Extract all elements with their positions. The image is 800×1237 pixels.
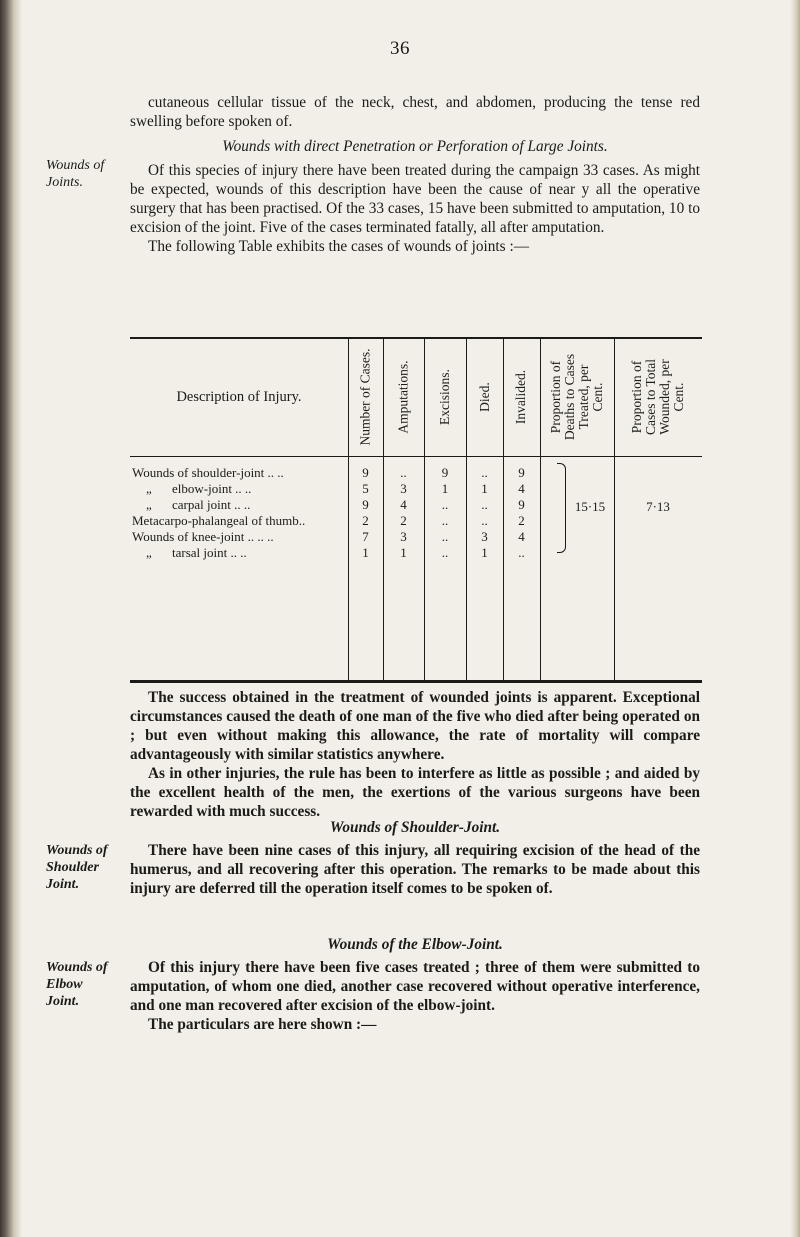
col-header-proportion-wounded	[614, 343, 702, 451]
margin-note-line: Joints.	[46, 175, 83, 190]
row-label-text: Wounds of shoulder-joint .. ..	[132, 465, 284, 480]
table-cell-cases: 7	[362, 529, 369, 544]
row-label-text: tarsal joint .. ..	[172, 545, 247, 560]
col-header-text: Proportion of Deaths to Cases Treated, per Cent.	[548, 353, 606, 441]
col-header-text: Amputations.	[395, 360, 411, 434]
table-cell-excisions: ..	[441, 513, 449, 528]
table-cell-died: 1	[481, 545, 488, 560]
table-cell-died: 1	[481, 481, 488, 496]
table-cell-amputations: 3	[400, 481, 407, 496]
table-row-label	[132, 465, 346, 481]
table-cell-invalided: 4	[518, 529, 525, 544]
section-heading-joints: Wounds with direct Penetration or Perforation of Large Joints.	[222, 138, 608, 155]
table-cell-invalided: 9	[518, 465, 525, 480]
table-cell-amputations: 3	[400, 529, 407, 544]
table-cell-amputations: 4	[400, 497, 407, 512]
table-cell-excisions: 1	[441, 481, 449, 496]
paragraph-success: The success obtained in the treatment of wounded joints is apparent. Exceptional circumstances caused the death of one man of the five who died after being operated on ; but even without making this allowance, the rate of mortality will compare advantageously with similar statistics anywhere.	[130, 689, 700, 763]
margin-note-line: Wounds of	[46, 158, 105, 173]
row-label-text: carpal joint .. ..	[172, 497, 251, 512]
col-header-excisions	[424, 343, 466, 451]
table-cell-amputations: ..	[400, 465, 407, 480]
table-cell-excisions: ..	[441, 497, 449, 512]
section-heading-shoulder: Wounds of Shoulder-Joint.	[329, 819, 501, 836]
table-header-rule	[130, 456, 702, 457]
table-row-label	[132, 513, 346, 529]
table-cell-excisions: ..	[441, 529, 449, 544]
proportion-wounded-value: 7·13	[646, 499, 670, 514]
table-cell-invalided: 4	[518, 481, 525, 496]
table-cell-died: ..	[481, 513, 488, 528]
paragraph-joints-1: Of this species of injury there have been treated during the campaign 33 cases. As might be expected, wounds of this description have been the cause of near y all the operative surgery that has been practised. Of the 33 cases, 15 have been submitted to amputation, 10 to excision of the joint. Five of the cases terminated fatally, all after amputation.	[130, 162, 700, 236]
margin-note-line: Joint.	[46, 994, 80, 1009]
paragraph-shoulder: There have been nine cases of this injury, all requiring excision of the head of the humerus, and all recovering after this operation. The remarks to be made about this injury are deferred till the operation itself comes to be spoken of.	[130, 842, 700, 897]
table-cell-cases: 1	[362, 545, 369, 560]
margin-note-line: Shoulder	[46, 860, 99, 875]
intro-block	[130, 93, 700, 131]
col-header-invalided	[503, 343, 540, 451]
table-cell-invalided: 9	[518, 497, 525, 512]
paragraph-joints-2: The following Table exhibits the cases of wounds of joints :—	[148, 238, 530, 255]
margin-note-line: Wounds of	[46, 843, 108, 858]
margin-note-joints	[46, 157, 126, 191]
table-cell-cases: 9	[362, 497, 369, 512]
col-header-died	[466, 343, 503, 451]
ditto-mark: „	[146, 481, 152, 496]
table-cell-excisions: ..	[441, 545, 449, 560]
table-cell-died: ..	[481, 465, 488, 480]
col-header-text: Proportion of Cases to Total Wounded, per Cent.	[629, 358, 686, 436]
table-cell-cases: 2	[362, 513, 369, 528]
table-cell-invalided: ..	[518, 545, 525, 560]
section-elbow	[130, 935, 700, 1034]
wounds-of-joints-table	[130, 337, 702, 683]
table-cell-invalided: 2	[518, 513, 525, 528]
row-label-text: Wounds of knee-joint .. .. ..	[132, 529, 274, 544]
ditto-mark: „	[146, 497, 152, 512]
margin-note-line: Wounds of	[46, 960, 108, 975]
section-joints	[130, 137, 700, 256]
row-label-text: elbow-joint .. ..	[172, 481, 252, 496]
margin-note-shoulder	[46, 842, 126, 893]
table-cell-died: ..	[481, 497, 488, 512]
rows-brace	[557, 463, 566, 553]
page-edge	[790, 0, 800, 1237]
table-cell-died: 3	[481, 529, 488, 544]
col-header-proportion-deaths	[540, 343, 614, 451]
margin-note-line: Joint.	[46, 877, 80, 892]
margin-note-line: Elbow	[46, 977, 83, 992]
ditto-mark: „	[146, 545, 152, 560]
col-header-amputations	[383, 343, 424, 451]
page-number: 36	[390, 38, 410, 59]
table-cell-amputations: 2	[400, 513, 407, 528]
table-cell-cases: 9	[362, 465, 369, 480]
paragraph-elbow-1: Of this injury there have been five cases treated ; three of them were submitted to amputation, of whom one died, another case recovered without operative interference, and one man recovered after excision of the elbow-joint.	[130, 959, 700, 1014]
table-row-label	[132, 529, 346, 545]
paragraph-interfere: As in other injuries, the rule has been to interfere as little as possible ; and aided by the excellent health of the men, the exertions of the various surgeons have been rewarded with much success.	[130, 765, 700, 820]
row-label-text: Metacarpo-phalangeal of thumb..	[132, 513, 306, 528]
section-heading-elbow: Wounds of the Elbow-Joint.	[327, 936, 503, 953]
col-header-text: Invalided.	[513, 369, 529, 425]
table-cell-excisions: 9	[441, 465, 449, 480]
book-binding-shadow	[0, 0, 22, 1237]
proportion-deaths-value: 15·15	[574, 499, 606, 514]
table-cell-cases: 5	[362, 481, 369, 496]
table-cell-amputations: 1	[400, 545, 407, 560]
after-table-block	[130, 688, 700, 821]
table-row-label	[132, 481, 346, 497]
intro-paragraph: cutaneous cellular tissue of the neck, chest, and abdomen, producing the tense red swelling before spoken of.	[130, 94, 700, 130]
col-header-text: Excisions.	[437, 369, 452, 425]
col-header-cases	[348, 343, 383, 451]
section-shoulder	[130, 818, 700, 898]
paragraph-elbow-2: The particulars are here shown :—	[148, 1016, 377, 1033]
table-row-label	[132, 497, 346, 513]
description-header: Description of Injury.	[176, 389, 302, 405]
col-header-text: Number of Cases.	[357, 348, 373, 446]
table-row-label	[132, 545, 346, 561]
margin-note-elbow	[46, 959, 126, 1010]
col-header-text: Died.	[476, 382, 492, 412]
